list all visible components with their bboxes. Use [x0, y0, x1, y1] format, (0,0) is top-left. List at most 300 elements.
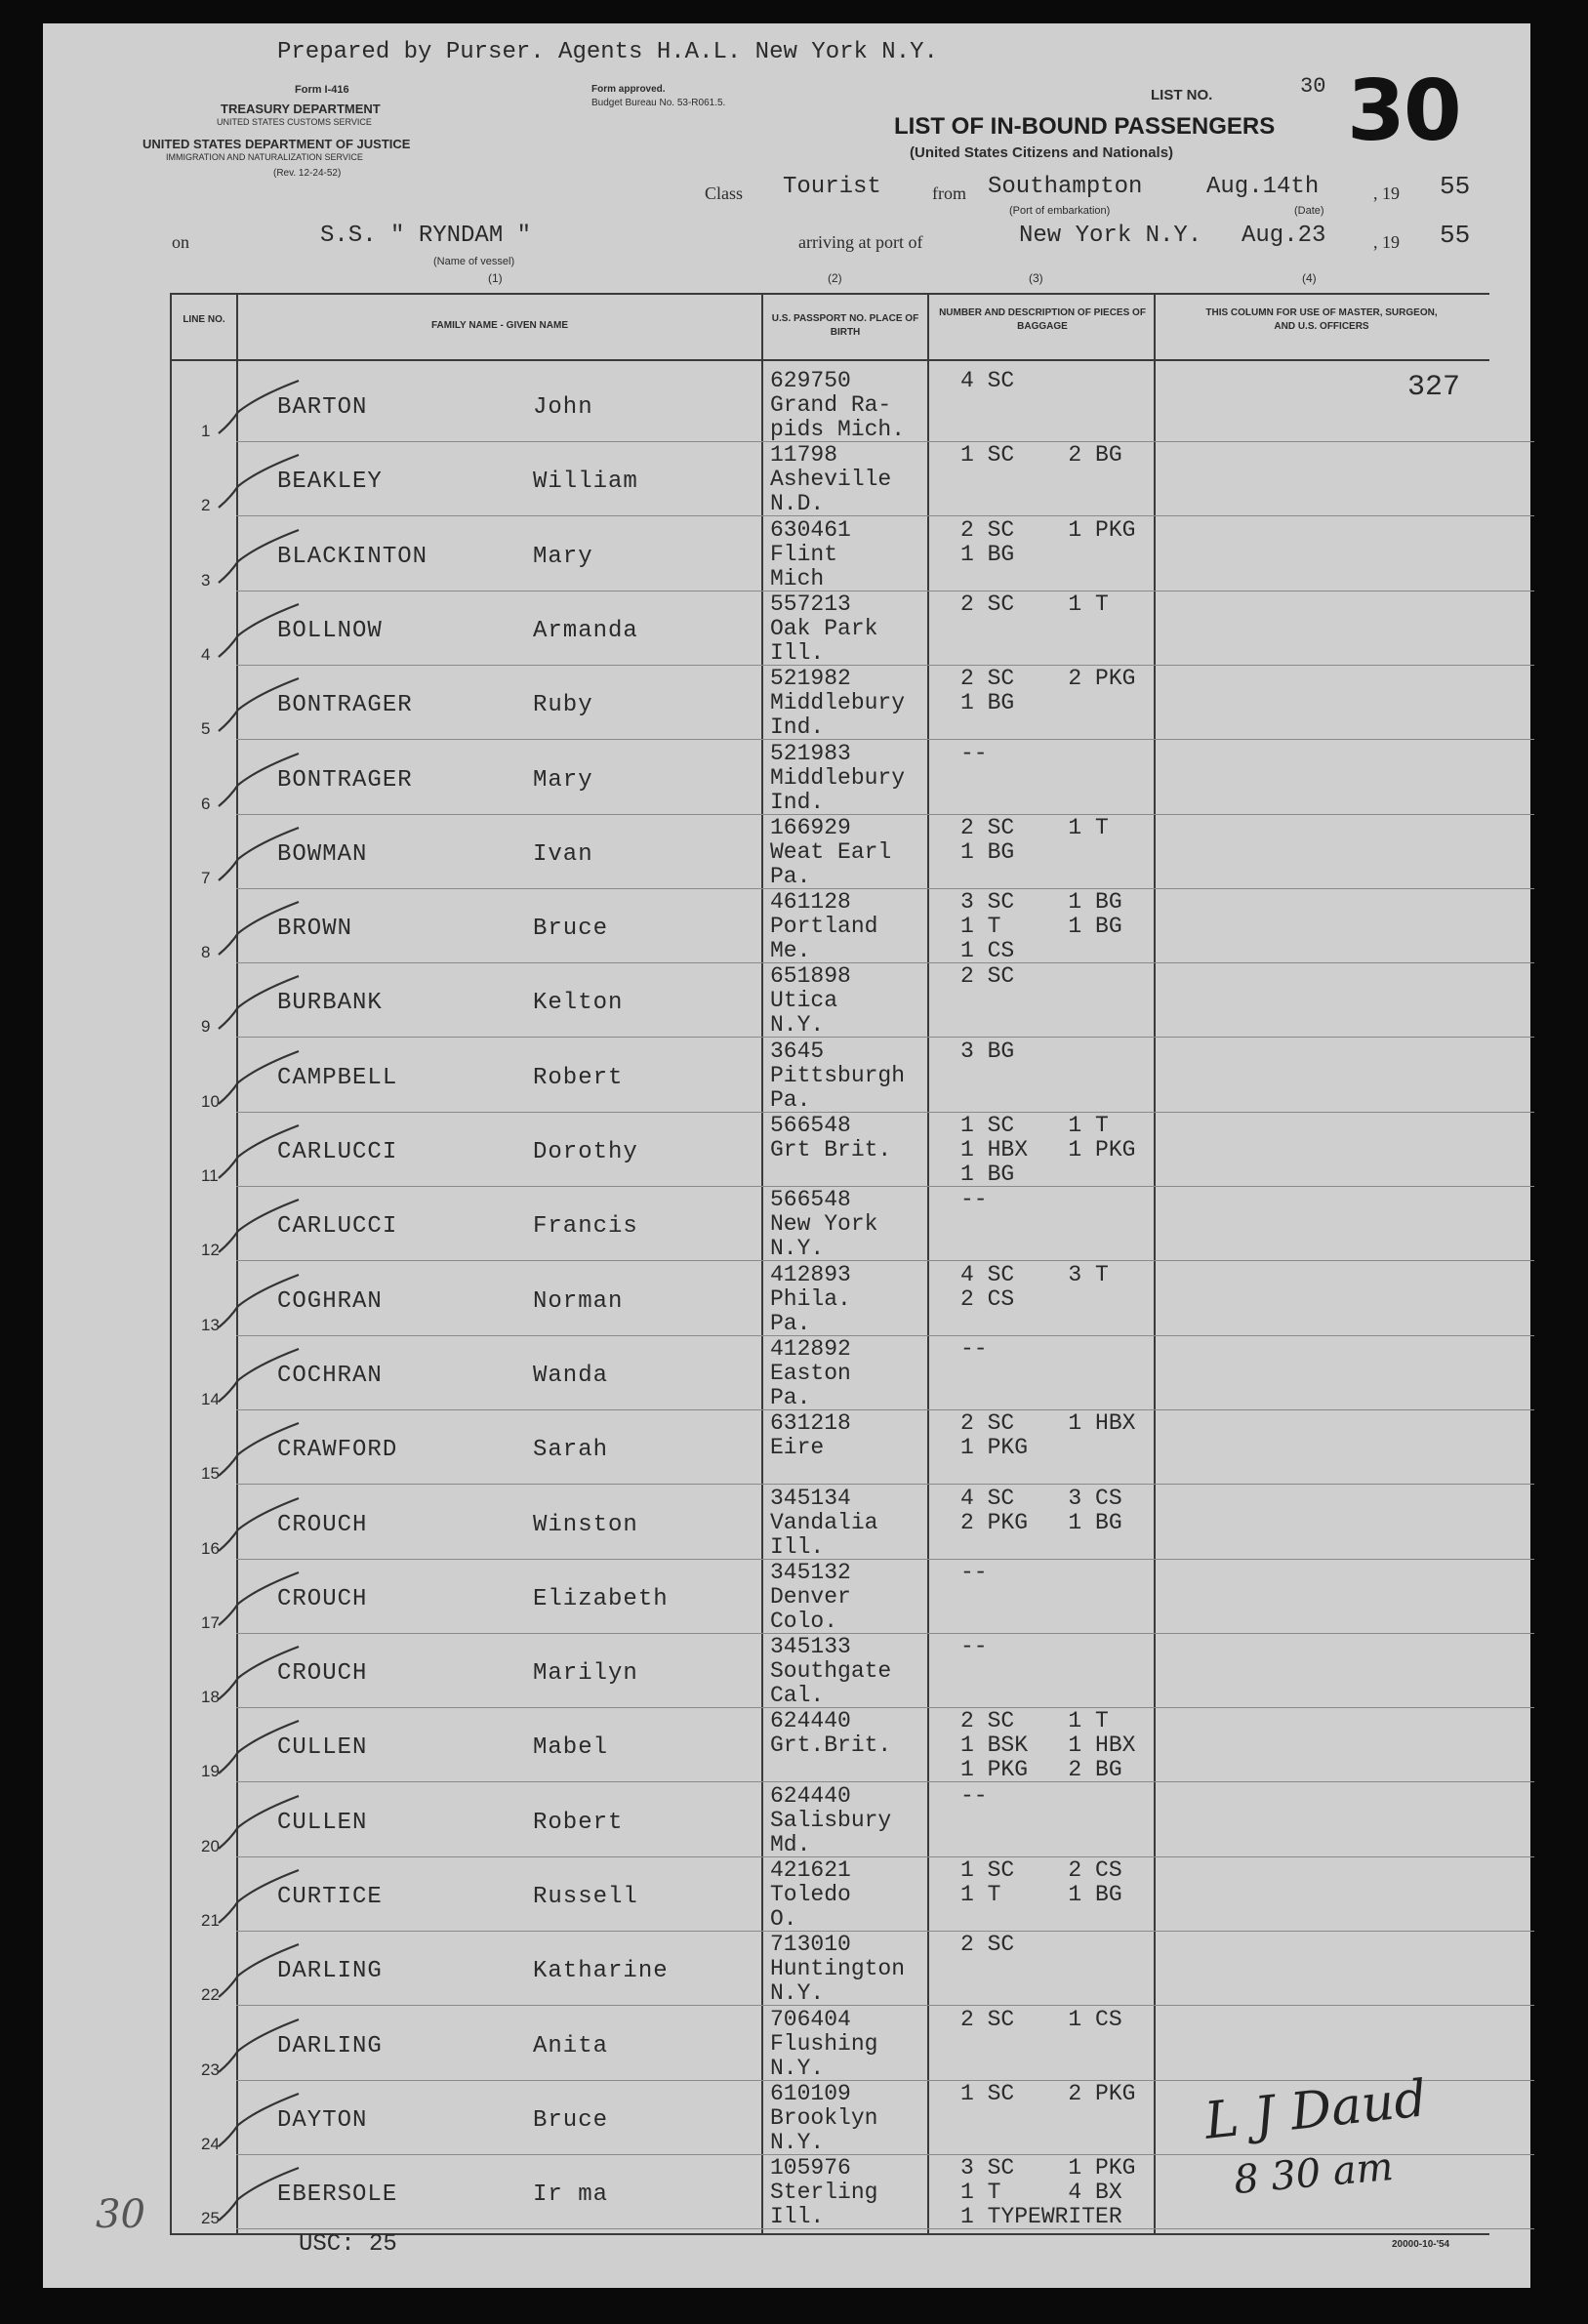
col-header-name: FAMILY NAME - GIVEN NAME	[430, 320, 568, 331]
place-of-birth: Mich	[770, 565, 825, 591]
margin-note: 30	[96, 2192, 145, 2237]
passport-number: 557213	[770, 591, 851, 617]
family-name: CROUCH	[277, 1511, 368, 1538]
place-of-birth: Eire	[770, 1435, 825, 1461]
baggage-line: 2 CS	[960, 1285, 1015, 1312]
line-number: 1	[201, 422, 211, 440]
line-number: 4	[201, 644, 211, 664]
baggage-description	[960, 1337, 1204, 1362]
baggage-line: --	[960, 1559, 988, 1585]
place-of-birth: Md.	[770, 1831, 811, 1857]
place-of-birth: Ill.	[770, 2204, 825, 2230]
baggage-line: 1 T 1 BG	[960, 914, 1122, 940]
baggage-line: 3 SC 1 PKG	[960, 2155, 1136, 2181]
table-row	[43, 1857, 1530, 1938]
on-label: on	[172, 232, 189, 252]
passport-birthplace	[770, 1709, 951, 1758]
baggage-line: 2 SC 2 PKG	[960, 666, 1136, 692]
table-row	[43, 889, 1530, 970]
passport-number: 651898	[770, 963, 851, 990]
baggage-description	[960, 1040, 1204, 1064]
given-name: John	[533, 394, 593, 421]
passport-number: 345132	[770, 1559, 851, 1585]
family-name: COCHRAN	[277, 1362, 383, 1389]
baggage-description	[960, 1635, 1204, 1659]
passport-birthplace	[770, 1411, 951, 1460]
baggage-description	[960, 369, 1204, 393]
place-of-birth: Me.	[770, 938, 811, 964]
passport-birthplace	[770, 1337, 951, 1410]
baggage-line: 1 SC 1 T	[960, 1113, 1109, 1138]
form-approved: Form approved.	[591, 84, 666, 95]
passport-number: 3645	[770, 1038, 825, 1064]
passport-birthplace	[770, 2008, 951, 2081]
passport-birthplace	[770, 2156, 951, 2229]
baggage-line: --	[960, 740, 988, 766]
table-row	[43, 1708, 1530, 1789]
column-number-3: (3)	[1029, 271, 1043, 285]
given-name: Bruce	[533, 2106, 609, 2134]
passport-number: 624440	[770, 1782, 851, 1809]
row-rule	[236, 1186, 1534, 1187]
line-number: 5	[201, 719, 211, 739]
line-number: 11	[201, 1166, 219, 1185]
passport-birthplace	[770, 1188, 951, 1261]
passport-birthplace	[770, 1040, 951, 1113]
baggage-line: 4 SC 3 T	[960, 1261, 1109, 1287]
family-name: CAMPBELL	[277, 1064, 398, 1091]
given-name: Marilyn	[533, 1660, 638, 1688]
given-name: Norman	[533, 1287, 624, 1315]
baggage-line: 2 SC 1 PKG	[960, 516, 1136, 543]
passport-number: 566548	[770, 1113, 851, 1138]
given-name: Mabel	[533, 1734, 609, 1762]
given-name: Bruce	[533, 916, 609, 943]
line-number: 3	[201, 570, 211, 590]
given-name: Wanda	[533, 1362, 609, 1389]
year-2: 55	[1440, 221, 1471, 250]
place-of-birth: Denver	[770, 1583, 851, 1610]
family-name: BURBANK	[277, 990, 383, 1017]
line-number: 17	[201, 1612, 220, 1632]
baggage-description	[960, 518, 1204, 567]
row-rule	[236, 1484, 1534, 1485]
place-of-birth: O.	[770, 1906, 797, 1932]
given-name: Russell	[533, 1884, 638, 1910]
place-of-birth: Salisbury	[770, 1807, 892, 1833]
baggage-description	[960, 667, 1204, 715]
baggage-line: 2 SC 1 HBX	[960, 1410, 1136, 1437]
place-of-birth: Colo.	[770, 1608, 838, 1634]
row-rule	[236, 1781, 1534, 1782]
passport-number: 345133	[770, 1634, 851, 1660]
baggage-line: 1 T 4 BX	[960, 2180, 1122, 2206]
line-number: 22	[201, 1985, 220, 2005]
col-header-baggage: NUMBER AND DESCRIPTION OF PIECES OF BAGGAGE	[939, 307, 1146, 332]
place-of-birth: Pa.	[770, 1384, 811, 1410]
passport-birthplace	[770, 1487, 951, 1560]
place-of-birth: Flushing	[770, 2030, 878, 2057]
place-of-birth: Utica	[770, 988, 838, 1014]
baggage-description	[960, 2156, 1204, 2229]
baggage-description	[960, 1411, 1204, 1460]
table-row	[43, 516, 1530, 598]
budget-bureau: Budget Bureau No. 53-R061.5.	[591, 98, 726, 108]
baggage-line: 2 SC 1 T	[960, 1708, 1109, 1734]
list-no-typed: 30	[1300, 74, 1326, 99]
line-number: 12	[201, 1241, 220, 1260]
line-number: 16	[201, 1538, 220, 1558]
place-of-birth: Ill.	[770, 639, 825, 666]
family-name: BROWN	[277, 916, 353, 943]
revision-date: (Rev. 12-24-52)	[273, 168, 342, 179]
list-no-label: LIST NO.	[1151, 87, 1213, 103]
embark-caption: (Port of embarkation)	[1009, 205, 1111, 217]
baggage-description	[960, 816, 1204, 865]
passport-number: 631218	[770, 1410, 851, 1437]
line-number: 15	[201, 1464, 220, 1484]
given-name: William	[533, 469, 638, 496]
year-prefix-1: , 19	[1373, 183, 1400, 203]
baggage-description	[960, 1263, 1204, 1312]
given-name: Kelton	[533, 990, 624, 1017]
table-row	[43, 1932, 1530, 2013]
place-of-birth: Easton	[770, 1360, 851, 1386]
baggage-line: 1 CS	[960, 938, 1015, 964]
baggage-description	[960, 592, 1204, 617]
baggage-line: 1 BG	[960, 541, 1015, 567]
class-value: Tourist	[783, 174, 881, 200]
table-row	[43, 368, 1530, 449]
passport-birthplace	[770, 1114, 951, 1162]
usc-total: USC: 25	[299, 2231, 397, 2258]
place-of-birth: Middlebury	[770, 690, 906, 716]
passport-number: 166929	[770, 814, 851, 840]
class-label: Class	[705, 183, 744, 203]
col-header-passport: U.S. PASSPORT NO. PLACE OF BIRTH	[771, 313, 919, 338]
family-name: DARLING	[277, 2032, 383, 2059]
family-name: BLACKINTON	[277, 543, 428, 570]
baggage-description	[960, 1188, 1204, 1212]
place-of-birth: Ill.	[770, 1533, 825, 1560]
place-of-birth: Flint	[770, 541, 838, 567]
passport-birthplace	[770, 2082, 951, 2155]
line-number: 20	[201, 1836, 220, 1855]
family-name: BOLLNOW	[277, 617, 383, 644]
table-row	[43, 963, 1530, 1044]
passport-birthplace	[770, 1933, 951, 2006]
baggage-line: 2 SC	[960, 963, 1015, 990]
embark-port: Southampton	[988, 174, 1143, 200]
form-number: Form I-416	[295, 84, 349, 96]
family-name: BONTRAGER	[277, 692, 413, 719]
family-name: BARTON	[277, 394, 368, 421]
baggage-description	[960, 2082, 1204, 2106]
passport-birthplace	[770, 742, 951, 815]
customs-service: UNITED STATES CUSTOMS SERVICE	[217, 117, 372, 127]
list-subtitle: (United States Citizens and Nationals)	[910, 144, 1174, 161]
baggage-description	[960, 1561, 1204, 1585]
place-of-birth: Brooklyn	[770, 2104, 878, 2131]
family-name: CARLUCCI	[277, 1139, 398, 1165]
passport-birthplace	[770, 518, 951, 591]
table-row	[43, 1261, 1530, 1343]
list-no-stamp: 30	[1347, 62, 1460, 160]
passport-number: 566548	[770, 1187, 851, 1213]
given-name: Mary	[533, 543, 593, 570]
from-label: from	[932, 183, 966, 203]
given-name: Ruby	[533, 692, 593, 719]
place-of-birth: N.Y.	[770, 1980, 825, 2007]
col-header-officers: THIS COLUMN FOR USE OF MASTER, SURGEON, AND U.S. OFFICERS	[1205, 307, 1438, 332]
table-row	[43, 1485, 1530, 1567]
place-of-birth: Grt Brit.	[770, 1137, 892, 1162]
baggage-line: 2 SC 1 T	[960, 591, 1109, 617]
baggage-line: --	[960, 1634, 988, 1660]
line-number: 13	[201, 1315, 220, 1334]
family-name: BEAKLEY	[277, 469, 383, 496]
table-row	[43, 1113, 1530, 1194]
passport-number: 706404	[770, 2006, 851, 2032]
year-prefix-2: , 19	[1373, 232, 1400, 252]
baggage-line: 1 SC 2 PKG	[960, 2080, 1136, 2106]
place-of-birth: Pittsburgh	[770, 1062, 906, 1088]
treasury-dept: TREASURY DEPARTMENT	[221, 102, 381, 116]
given-name: Ivan	[533, 840, 593, 868]
baggage-line: --	[960, 1335, 988, 1362]
prepared-by-line: Prepared by Purser. Agents H.A.L. New York N.Y.	[277, 39, 938, 65]
passport-birthplace	[770, 964, 951, 1038]
baggage-description	[960, 443, 1204, 468]
place-of-birth: N.Y.	[770, 2055, 825, 2081]
line-number: 6	[201, 794, 211, 813]
table-row	[43, 666, 1530, 747]
baggage-line: 1 BSK 1 HBX	[960, 1733, 1136, 1759]
vessel-name: S.S. " RYNDAM "	[320, 223, 532, 249]
line-number: 21	[201, 1911, 220, 1930]
baggage-description	[960, 2008, 1204, 2032]
table-row	[43, 740, 1530, 822]
line-number: 25	[201, 2209, 220, 2228]
baggage-line: 1 BG	[960, 838, 1015, 865]
passport-birthplace	[770, 1858, 951, 1932]
given-name: Ir ma	[533, 2181, 609, 2209]
passport-number: 421621	[770, 1857, 851, 1883]
baggage-line: 3 SC 1 BG	[960, 889, 1122, 916]
baggage-description	[960, 1487, 1204, 1535]
baggage-line: 1 TYPEWRITER	[960, 2204, 1122, 2230]
baggage-description	[960, 1114, 1204, 1187]
baggage-description	[960, 742, 1204, 766]
place-of-birth: Ind.	[770, 789, 825, 815]
passport-number: 11798	[770, 442, 838, 469]
table-row	[43, 1559, 1530, 1641]
baggage-line: 3 BG	[960, 1038, 1015, 1064]
place-of-birth: Grand Ra-	[770, 392, 892, 418]
place-of-birth: Pa.	[770, 863, 811, 889]
place-of-birth: Weat Earl	[770, 838, 892, 865]
passport-birthplace	[770, 1561, 951, 1634]
family-name: DARLING	[277, 1958, 383, 1985]
passport-birthplace	[770, 667, 951, 740]
place-of-birth: pids Mich.	[770, 417, 906, 442]
family-name: CARLUCCI	[277, 1213, 398, 1241]
date-caption: (Date)	[1294, 205, 1324, 217]
table-header-rule	[170, 359, 1489, 361]
family-name: CULLEN	[277, 1734, 368, 1762]
given-name: Armanda	[533, 617, 638, 644]
table-row	[43, 1782, 1530, 1864]
family-name: BONTRAGER	[277, 766, 413, 794]
family-name: EBERSOLE	[277, 2181, 398, 2209]
line-number: 19	[201, 1762, 220, 1781]
place-of-birth: Southgate	[770, 1658, 892, 1685]
place-of-birth: Oak Park	[770, 615, 878, 641]
given-name: Winston	[533, 1511, 638, 1538]
table-row	[43, 1187, 1530, 1268]
column-number-4: (4)	[1302, 271, 1317, 285]
departure-date: Aug.14th	[1206, 174, 1320, 200]
baggage-line: 2 SC 1 T	[960, 814, 1109, 840]
baggage-description	[960, 964, 1204, 989]
given-name: Katharine	[533, 1958, 669, 1985]
inspector-signature: L J Daud	[1201, 2069, 1430, 2151]
passport-birthplace	[770, 1263, 951, 1336]
baggage-line: 1 SC 2 BG	[960, 442, 1122, 469]
baggage-description	[960, 890, 1204, 963]
place-of-birth: Toledo	[770, 1882, 851, 1907]
table-row	[43, 1335, 1530, 1417]
baggage-line: --	[960, 1187, 988, 1213]
line-number: 2	[201, 496, 211, 515]
passport-number: 345134	[770, 1485, 851, 1511]
baggage-line: 4 SC 3 CS	[960, 1485, 1122, 1511]
passport-number: 629750	[770, 368, 851, 393]
family-name: DAYTON	[277, 2106, 368, 2134]
given-name: Elizabeth	[533, 1585, 669, 1612]
family-name: CRAWFORD	[277, 1437, 398, 1464]
baggage-line: 1 BG	[960, 1162, 1015, 1187]
place-of-birth: Sterling	[770, 2180, 878, 2206]
baggage-description	[960, 1933, 1204, 1957]
table-row	[43, 814, 1530, 896]
passport-birthplace	[770, 443, 951, 516]
passport-birthplace	[770, 816, 951, 889]
baggage-line: --	[960, 1782, 988, 1809]
baggage-line: 1 BG	[960, 690, 1015, 716]
place-of-birth: Phila.	[770, 1285, 851, 1312]
given-name: Robert	[533, 1064, 624, 1091]
passport-birthplace	[770, 369, 951, 442]
table-row	[43, 2006, 1530, 2088]
passport-number: 624440	[770, 1708, 851, 1734]
baggage-description	[960, 1858, 1204, 1907]
passport-birthplace	[770, 1784, 951, 1857]
arriving-label: arriving at port of	[798, 232, 923, 252]
place-of-birth: Pa.	[770, 1310, 811, 1336]
given-name: Robert	[533, 1809, 624, 1836]
place-of-birth: N.Y.	[770, 2129, 825, 2155]
baggage-line: 1 SC 2 CS	[960, 1857, 1122, 1883]
family-name: CROUCH	[277, 1585, 368, 1612]
line-number: 8	[201, 943, 211, 962]
family-name: CROUCH	[277, 1660, 368, 1688]
arrival-port: New York N.Y.	[1019, 223, 1202, 249]
baggage-description	[960, 1709, 1204, 1782]
family-name: CULLEN	[277, 1809, 368, 1836]
given-name: Sarah	[533, 1437, 609, 1464]
passport-number: 713010	[770, 1932, 851, 1958]
place-of-birth: Huntington	[770, 1956, 906, 1982]
passport-birthplace	[770, 890, 951, 963]
col-header-line-no: LINE NO.	[183, 314, 225, 325]
line-number: 7	[201, 868, 211, 887]
list-title: LIST OF IN-BOUND PASSENGERS	[894, 113, 1276, 140]
given-name: Mary	[533, 766, 593, 794]
place-of-birth: Vandalia	[770, 1509, 878, 1535]
passport-birthplace	[770, 592, 951, 666]
given-name: Francis	[533, 1213, 638, 1241]
place-of-birth: N.Y.	[770, 1012, 825, 1039]
arrival-date: Aug.23	[1242, 223, 1326, 249]
family-name: CURTICE	[277, 1884, 383, 1910]
place-of-birth: Portland	[770, 914, 878, 940]
given-name: Anita	[533, 2032, 609, 2059]
baggage-line: 2 SC	[960, 1932, 1015, 1958]
family-name: COGHRAN	[277, 1287, 383, 1315]
line-number: 9	[201, 1017, 211, 1037]
print-code: 20000-10-'54	[1392, 2239, 1450, 2250]
table-row	[43, 1038, 1530, 1120]
place-of-birth: Ind.	[770, 714, 825, 741]
place-of-birth: Pa.	[770, 1086, 811, 1113]
column-number-1: (1)	[488, 271, 503, 285]
place-of-birth: N.Y.	[770, 1236, 825, 1262]
baggage-line: 1 PKG 2 BG	[960, 1757, 1122, 1783]
inspection-time: 8 30 am	[1232, 2143, 1396, 2204]
place-of-birth: N.D.	[770, 491, 825, 517]
passport-number: 521982	[770, 666, 851, 692]
officer-note: 327	[1407, 371, 1461, 404]
family-name: BOWMAN	[277, 840, 368, 868]
place-of-birth: Grt.Brit.	[770, 1733, 892, 1759]
table-row	[43, 442, 1530, 523]
baggage-line: 1 PKG	[960, 1435, 1029, 1461]
ins-service: IMMIGRATION AND NATURALIZATION SERVICE	[166, 152, 363, 162]
baggage-line: 2 PKG 1 BG	[960, 1509, 1122, 1535]
given-name: Dorothy	[533, 1139, 638, 1165]
passport-number: 610109	[770, 2080, 851, 2106]
place-of-birth: New York	[770, 1211, 878, 1238]
year-1: 55	[1440, 172, 1471, 201]
place-of-birth: Cal.	[770, 1683, 825, 1709]
passport-birthplace	[770, 1635, 951, 1708]
place-of-birth: Asheville	[770, 467, 892, 493]
table-row	[43, 591, 1530, 673]
justice-dept: UNITED STATES DEPARTMENT OF JUSTICE	[143, 137, 411, 151]
line-number: 24	[201, 2134, 220, 2153]
line-number: 18	[201, 1688, 220, 1707]
line-number: 14	[201, 1389, 220, 1408]
table-row	[43, 1410, 1530, 1491]
baggage-line: 2 SC 1 CS	[960, 2006, 1122, 2032]
place-of-birth: Middlebury	[770, 764, 906, 791]
passport-number: 461128	[770, 889, 851, 916]
manifest-page	[43, 23, 1530, 2288]
passport-number: 521983	[770, 740, 851, 766]
table-row	[43, 1634, 1530, 1715]
baggage-line: 4 SC	[960, 368, 1015, 393]
